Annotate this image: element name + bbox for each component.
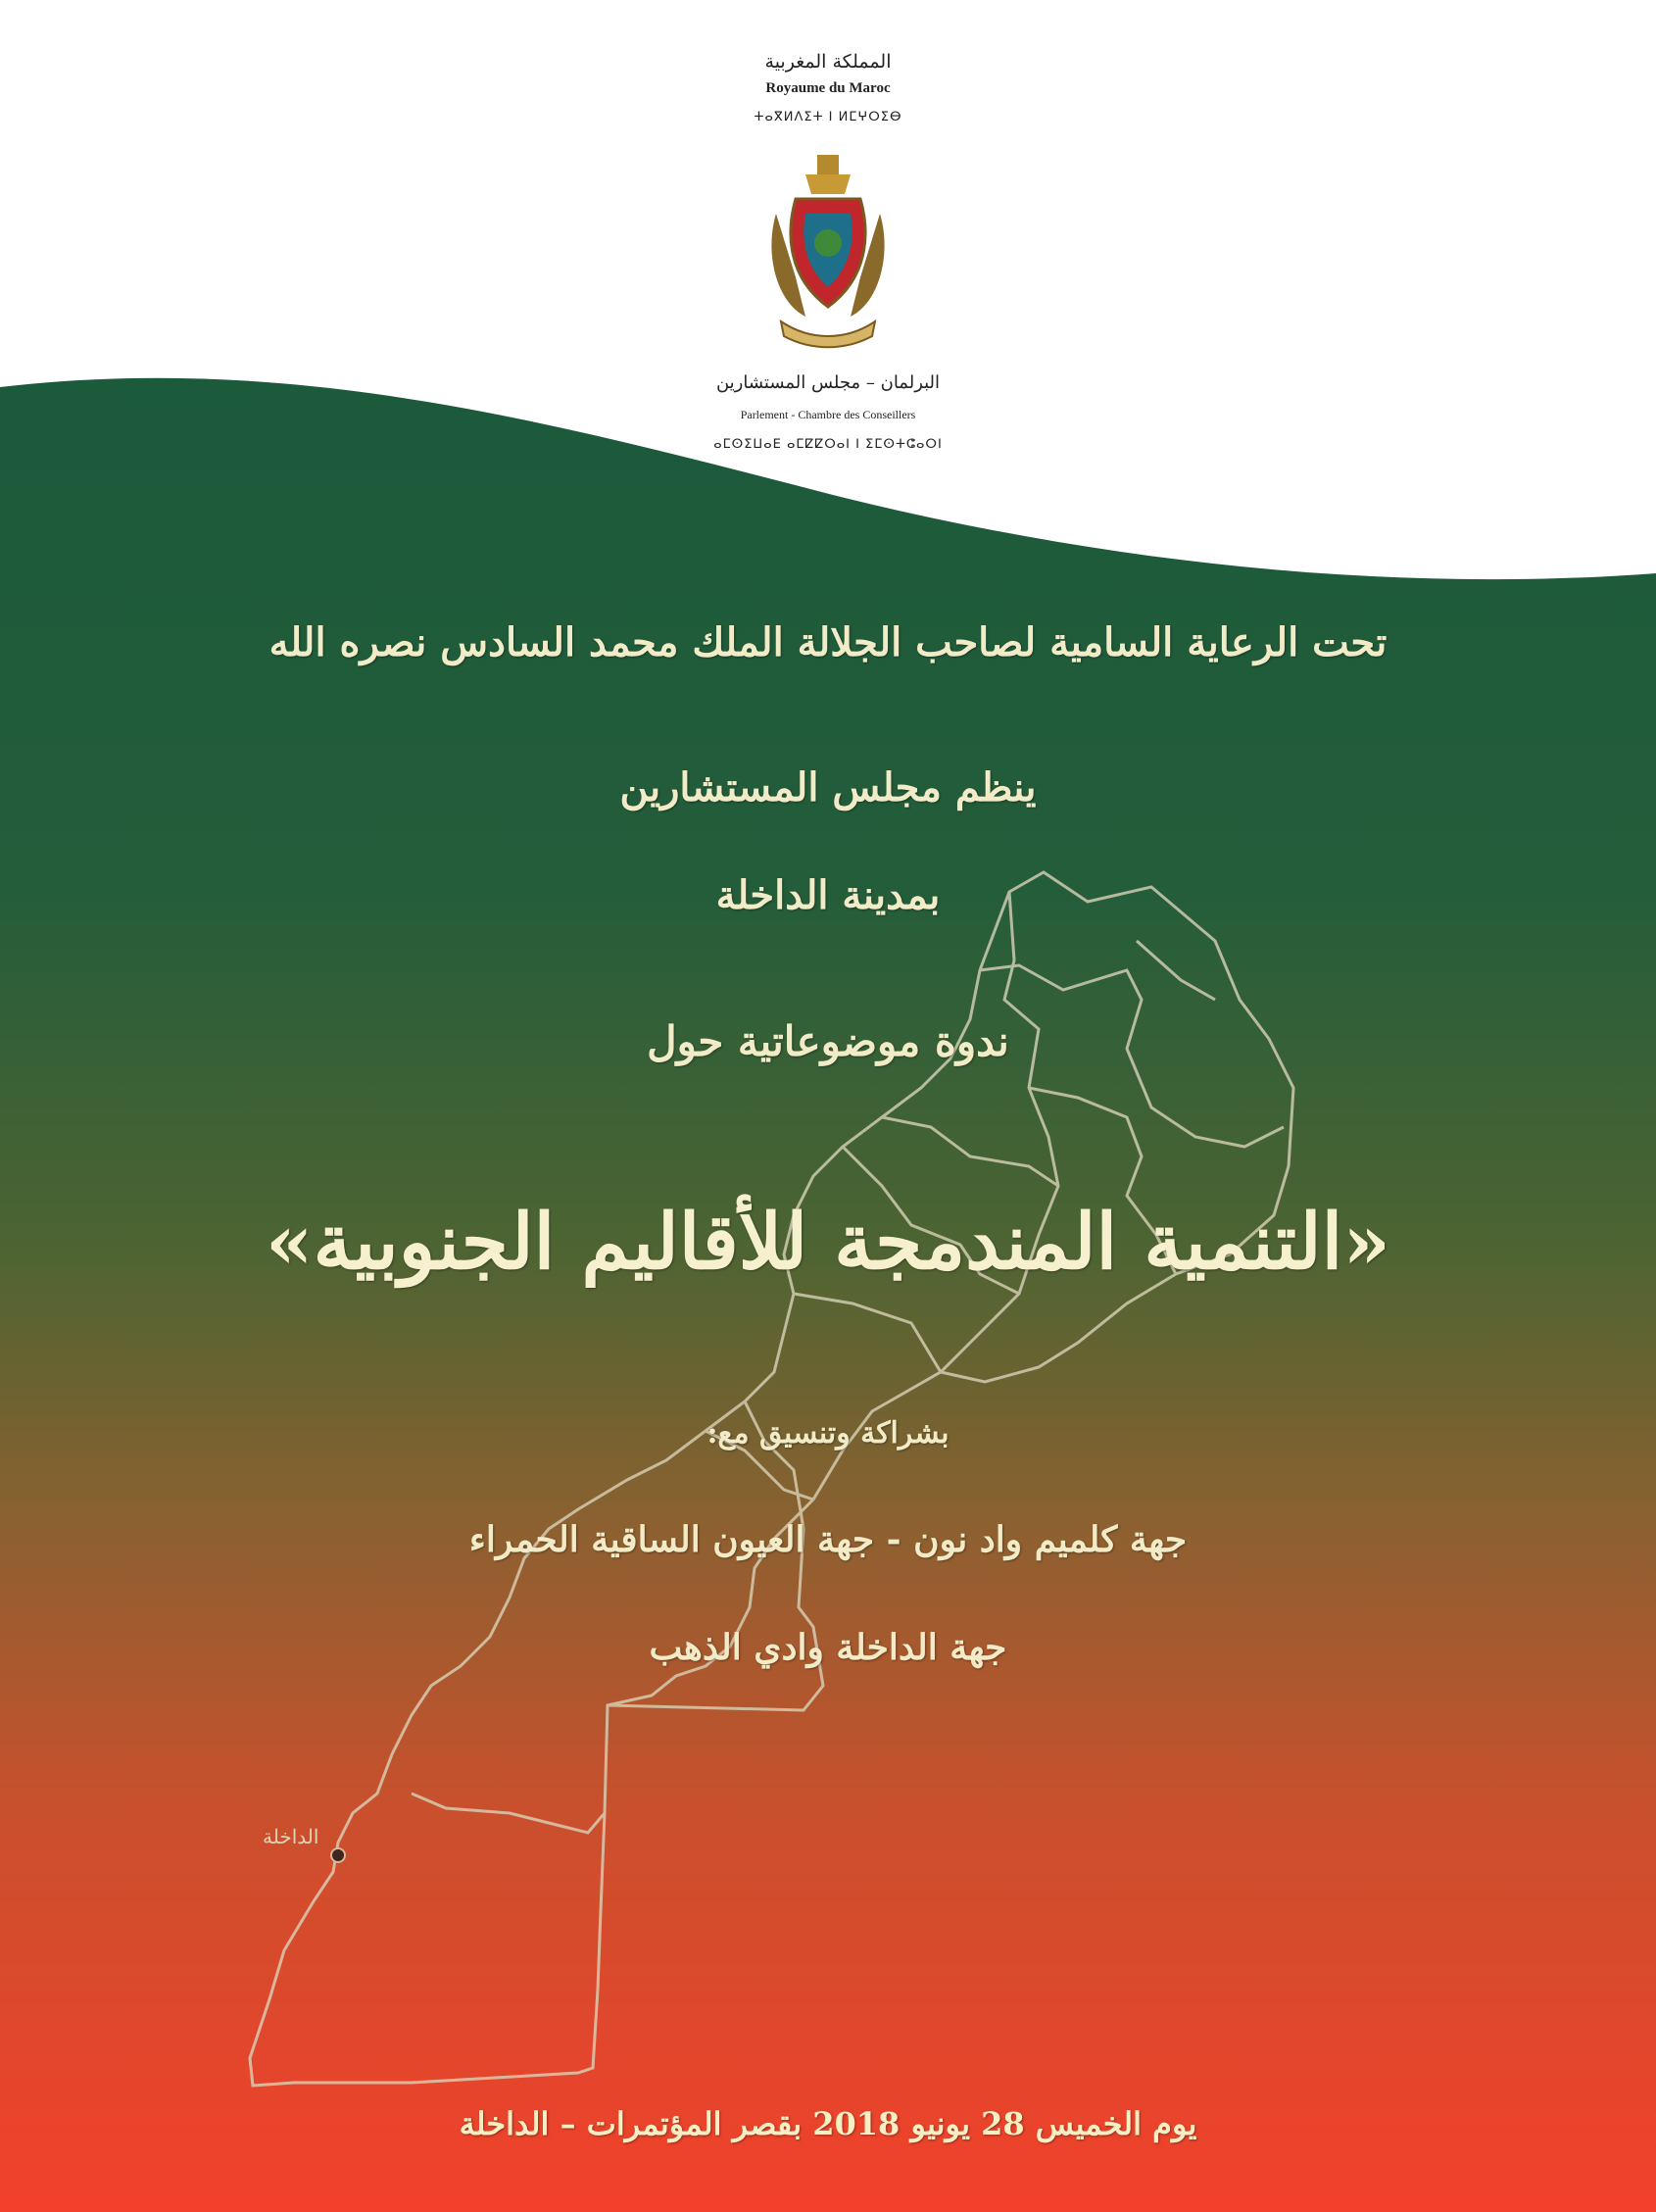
kingdom-name-arabic: المملكة المغربية [764, 51, 892, 73]
map-marker-label: الداخلة [263, 1825, 319, 1848]
partnership-heading: بشراكة وتنسيق مع: [706, 1416, 950, 1450]
date-venue: يوم الخميس 28 يونيو 2018 بقصر المؤتمرات – الداخلة [459, 2105, 1197, 2142]
partner-regions-line-1: جهة كلميم واد نون - جهة العيون الساقية الحمراء [468, 1519, 1188, 1560]
parliament-name-arabic: البرلمان – مجلس المستشارين [715, 372, 941, 393]
kingdom-name-tifinagh: ⵜⴰⴳⵍⴷⵉⵜ ⵏ ⵍⵎⵖⵔⵉⴱ [754, 110, 902, 124]
coat-of-arms-icon [766, 145, 890, 355]
parliament-name-french: Parlement - Chambre des Conseillers [740, 408, 916, 421]
seminar-heading: ندوة موضوعاتية حول [647, 1017, 1009, 1065]
parliament-name-tifinagh: ⴰⵎⵙⵉⵡⴰⴹ ⴰⵎⵇⵇⵔⴰⵏ ⵏ ⵉⵎⵙⵜⵛⴰⵔⵏ [713, 437, 943, 452]
partner-regions-line-2: جهة الداخلة وادي الذهب [649, 1627, 1007, 1668]
main-title: «التنمية المندمجة للأقاليم الجنوبية» [265, 1198, 1391, 1287]
royal-patronage: تحت الرعاية السامية لصاحب الجلالة الملك محمد السادس نصره الله [268, 619, 1388, 665]
city-line: بمدينة الداخلة [715, 872, 941, 918]
organizer-line: ينظم مجلس المستشارين [619, 764, 1037, 811]
kingdom-name-french: Royaume du Maroc [765, 80, 891, 96]
